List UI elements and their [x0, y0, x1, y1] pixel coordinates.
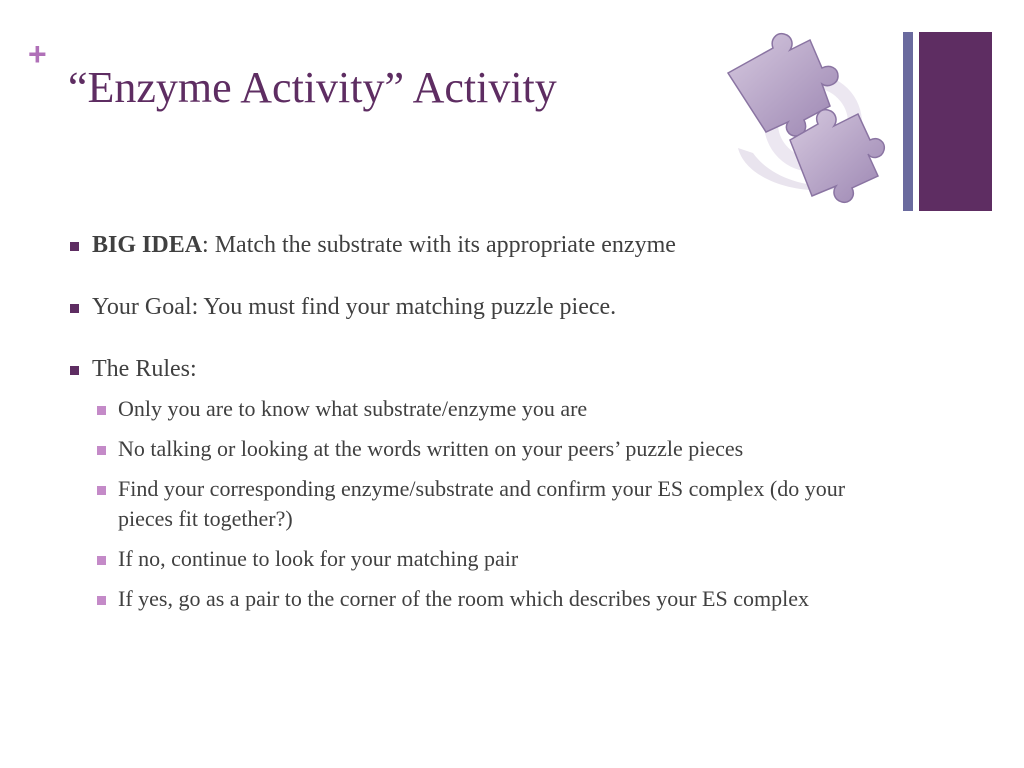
your-goal-text: Your Goal: You must find your matching puzzle piece. — [92, 294, 617, 320]
sub-bullet-square-icon — [97, 406, 106, 415]
decor-bar-thin — [903, 32, 913, 211]
bullet-big-idea — [68, 228, 908, 262]
sub-bullet-square-icon — [97, 486, 106, 495]
rule-item — [94, 434, 884, 464]
rule-text: Find your corresponding enzyme/substrate and confirm your ES complex (do your pieces fit together?) — [118, 476, 846, 531]
plus-mark: + — [28, 36, 47, 72]
big-idea-text: : Match the substrate with its appropriate enzyme — [202, 232, 676, 258]
rule-text: Only you are to know what substrate/enzyme you are — [118, 396, 588, 421]
sub-bullet-square-icon — [97, 446, 106, 455]
rule-item — [94, 394, 884, 424]
bullet-the-rules — [68, 352, 908, 386]
rule-text: No talking or looking at the words written on your peers’ puzzle pieces — [118, 436, 744, 461]
the-rules-text: The Rules: — [92, 356, 197, 382]
sub-bullet-square-icon — [97, 596, 106, 605]
puzzle-pieces-icon — [718, 28, 893, 208]
slide-title: “Enzyme Activity” Activity — [68, 63, 557, 112]
bullet-square-icon — [70, 304, 79, 313]
bullet-your-goal — [68, 290, 908, 324]
bullet-list — [68, 228, 908, 390]
sub-bullet-square-icon — [97, 556, 106, 565]
rule-text: If yes, go as a pair to the corner of the room which describes your ES complex — [118, 586, 809, 611]
rules-list — [94, 394, 884, 624]
bullet-square-icon — [70, 366, 79, 375]
big-idea-label: BIG IDEA — [92, 232, 203, 258]
rule-text: If no, continue to look for your matching pair — [118, 546, 519, 571]
bullet-square-icon — [70, 242, 79, 251]
rule-item — [94, 584, 884, 614]
rule-item — [94, 474, 884, 534]
decor-bar-thick — [919, 32, 992, 211]
rule-item — [94, 544, 884, 574]
